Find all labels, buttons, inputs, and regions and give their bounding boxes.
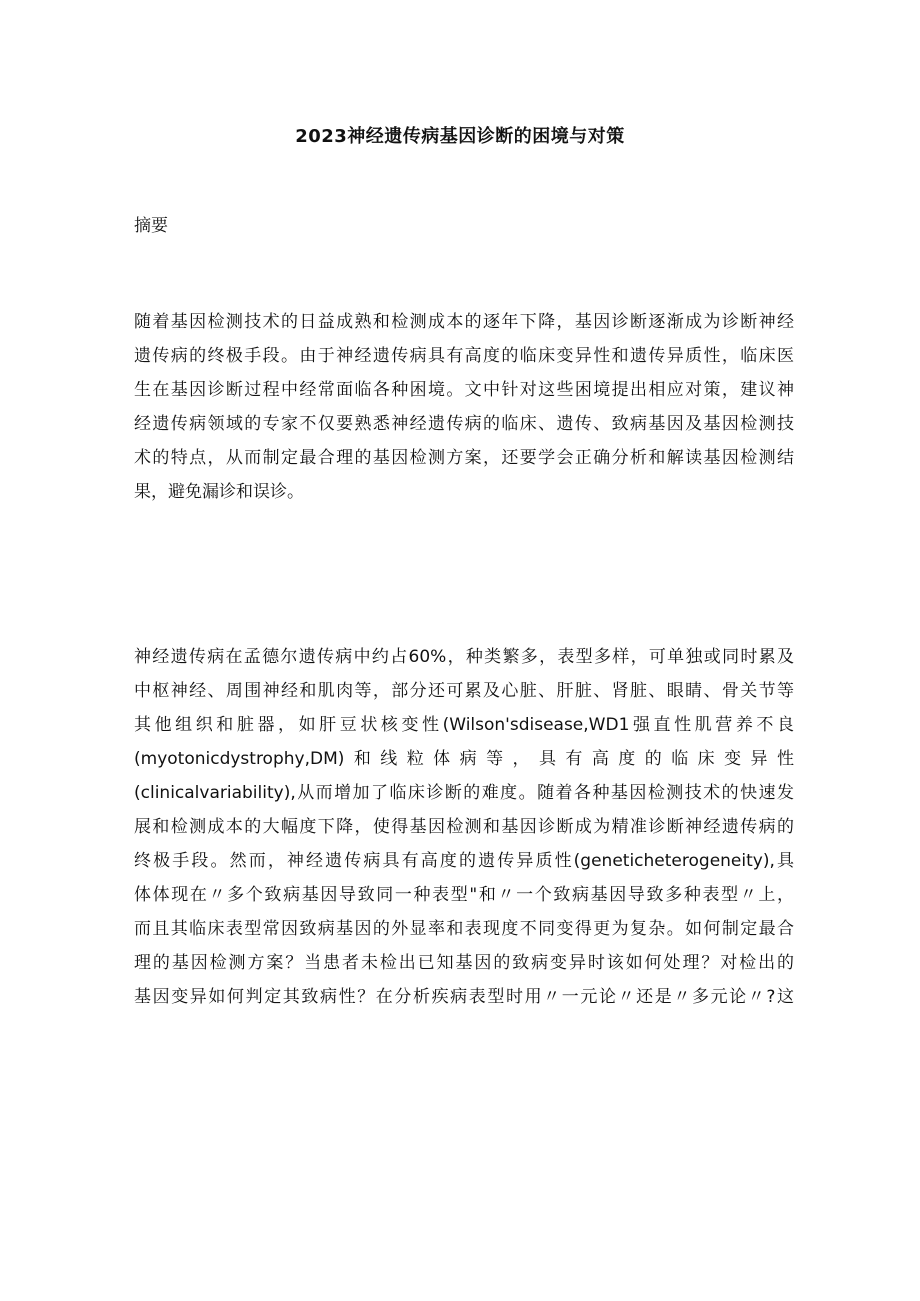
text-line: 随着基因检测技术的日益成熟和检测成本的逐年下降，基因诊断逐渐成为诊断神经	[134, 312, 794, 332]
text-line: (myotonicdystrophy,DM)和线粒体病等，具有高度的临床变异性	[134, 749, 794, 769]
document-title: 2023神经遗传病基因诊断的困境与对策	[295, 126, 625, 147]
text-line: (clinicalvariability),从而增加了临床诊断的难度。随着各种基因检测技术的快速发	[134, 783, 794, 803]
abstract-heading: 摘要	[134, 216, 168, 236]
abstract-paragraph	[134, 305, 794, 509]
text-line: 基因变异如何判定其致病性？在分析疾病表型时用〃一元论〃还是〃多元论〃?这	[134, 987, 794, 1007]
text-line: 生在基因诊断过程中经常面临各种困境。文中针对这些困境提出相应对策，建议神	[134, 380, 794, 400]
text-line: 果，避免漏诊和误诊。	[134, 482, 304, 502]
body-paragraph	[134, 640, 794, 1014]
text-line: 经遗传病领域的专家不仅要熟悉神经遗传病的临床、遗传、致病基因及基因检测技	[134, 414, 794, 434]
text-line: 遗传病的终极手段。由于神经遗传病具有高度的临床变异性和遗传异质性，临床医	[134, 346, 794, 366]
text-line: 理的基因检测方案？当患者未检出已知基因的致病变异时该如何处理？对检出的	[134, 953, 794, 973]
text-line: 神经遗传病在孟德尔遗传病中约占60%，种类繁多，表型多样，可单独或同时累及	[134, 647, 794, 667]
text-line: 体体现在〃多个致病基因导致同一种表型"和〃一个致病基因导致多种表型〃上，	[134, 885, 794, 905]
text-line: 中枢神经、周围神经和肌肉等，部分还可累及心脏、肝脏、肾脏、眼睛、骨关节等	[134, 681, 794, 701]
text-line: 其他组织和脏器，如肝豆状核变性(Wilson'sdisease,WD1强直性肌营养不良	[134, 715, 794, 735]
text-line: 而且其临床表型常因致病基因的外显率和表现度不同变得更为复杂。如何制定最合	[134, 919, 794, 939]
text-line: 展和检测成本的大幅度下降，使得基因检测和基因诊断成为精准诊断神经遗传病的	[134, 817, 794, 837]
text-line: 终极手段。然而，神经遗传病具有高度的遗传异质性(geneticheterogeneity),具	[134, 851, 794, 871]
text-line: 术的特点，从而制定最合理的基因检测方案，还要学会正确分析和解读基因检测结	[134, 448, 794, 468]
